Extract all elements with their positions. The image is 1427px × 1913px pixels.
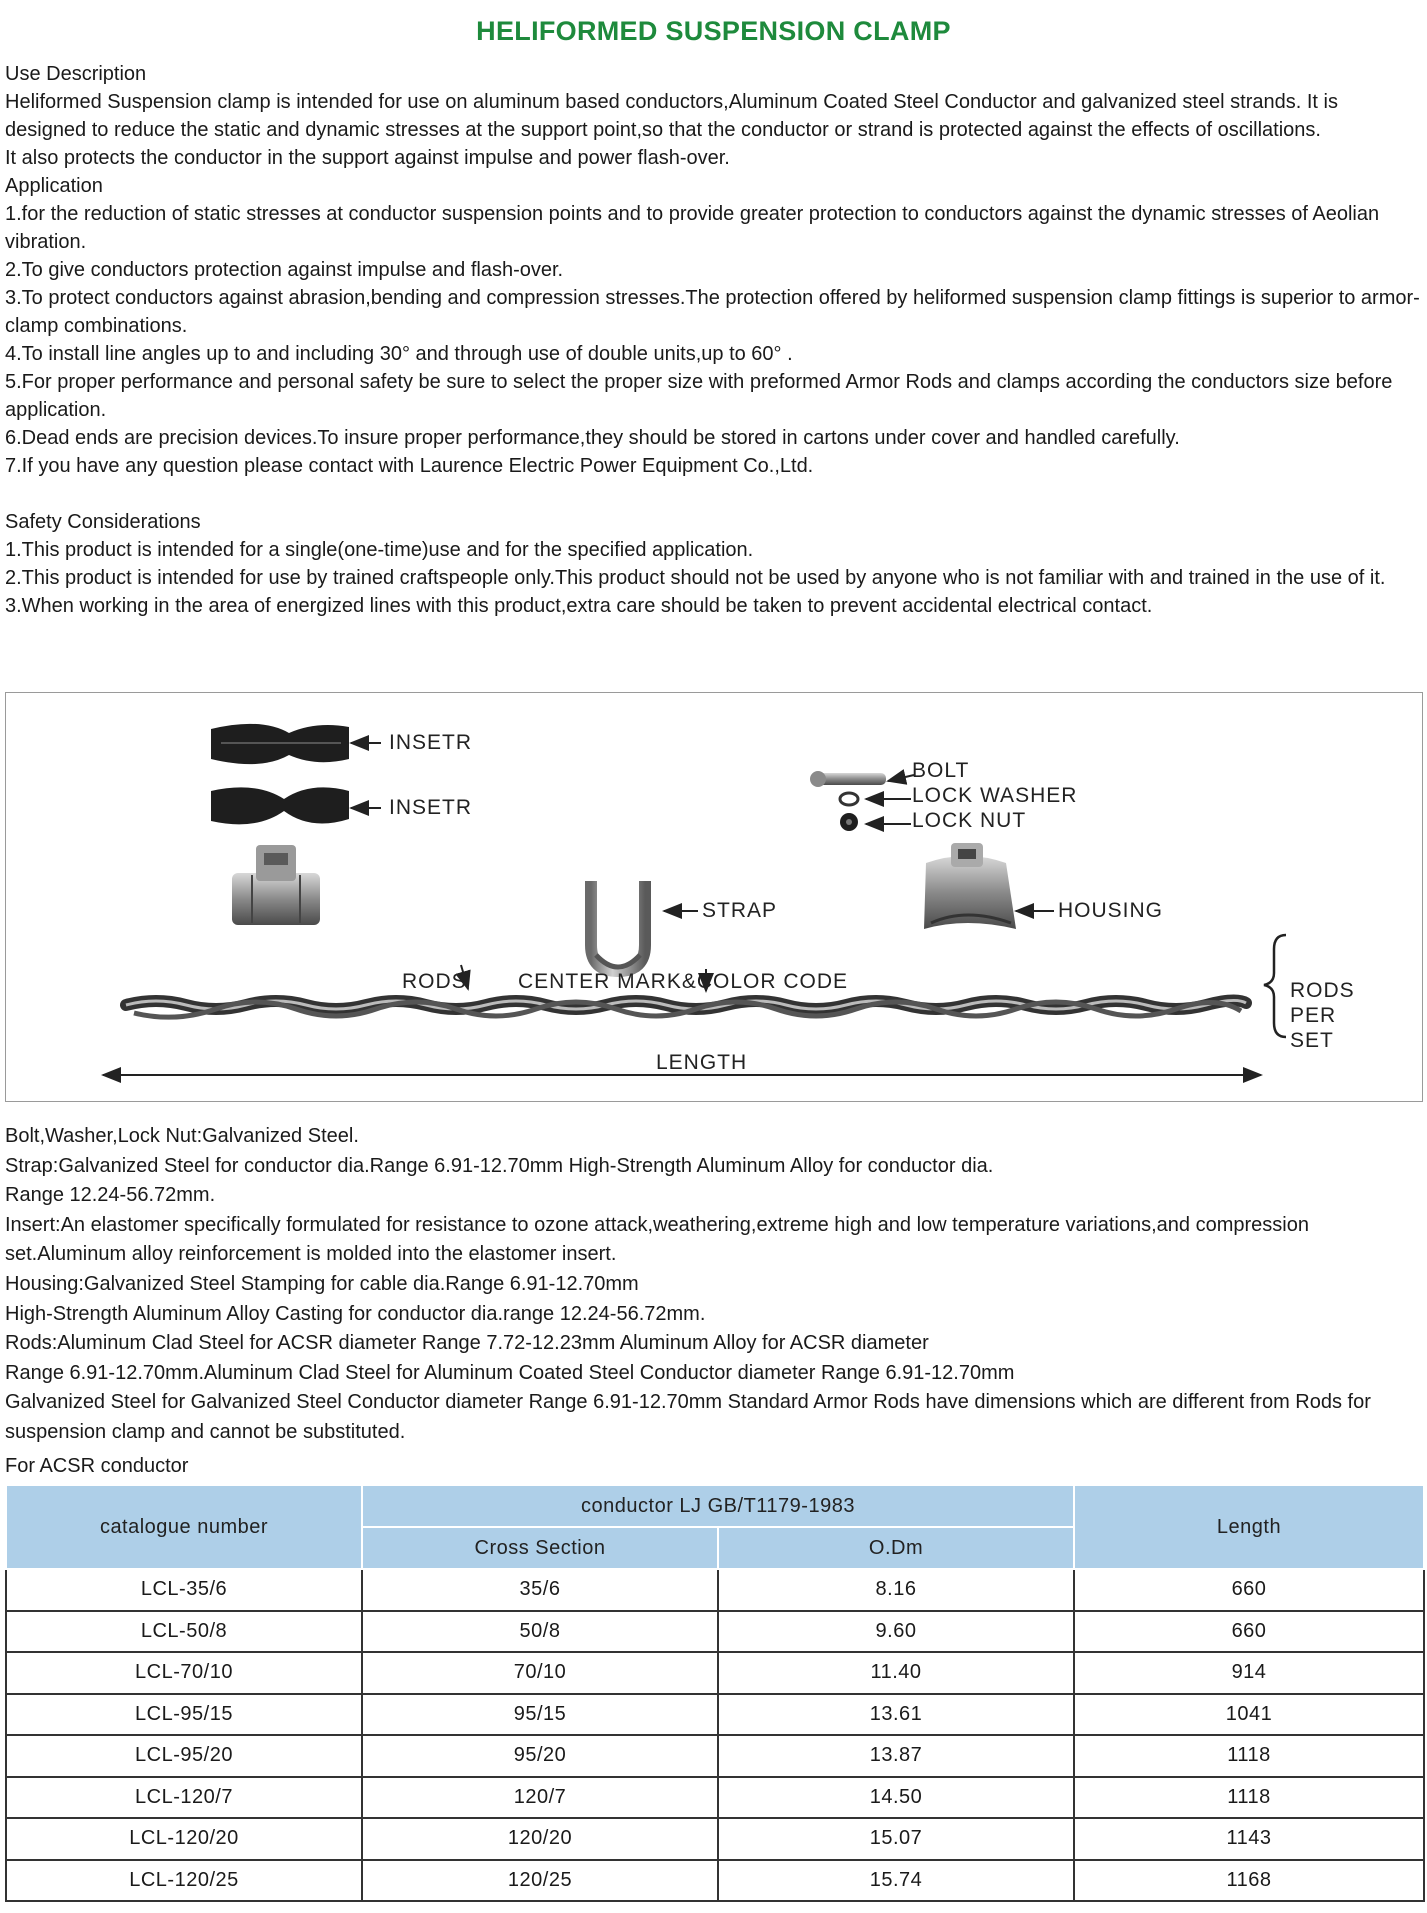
spec-line: High-Strength Aluminum Alloy Casting for conductor dia.range 12.24-56.72mm. [5, 1302, 706, 1325]
spec-line: Rods:Aluminum Clad Steel for ACSR diameter Range 7.72-12.23mm Aluminum Alloy for ACSR diameter [5, 1332, 929, 1355]
table-row [6, 1611, 1424, 1653]
cell-catalogue: LCL-50/8 [6, 1611, 362, 1653]
header-conductor: conductor LJ GB/T1179-1983 [362, 1485, 1074, 1527]
cell-length: 1118 [1074, 1735, 1424, 1777]
clamp-parts-diagram [5, 692, 1423, 1102]
application-heading: Application [5, 175, 103, 197]
application-item: 2.To give conductors protection against impulse and flash-over. [5, 259, 564, 281]
cell-catalogue: LCL-95/15 [6, 1694, 362, 1736]
bolt-label: BOLT [912, 759, 970, 782]
header-length: Length [1074, 1485, 1424, 1569]
intro-section [5, 60, 1423, 620]
cell-catalogue: LCL-70/10 [6, 1652, 362, 1694]
page-title: HELIFORMED SUSPENSION CLAMP [476, 16, 951, 46]
cell-cross-section: 95/15 [362, 1694, 718, 1736]
cell-cross-section: 120/25 [362, 1860, 718, 1902]
cell-odm: 11.40 [718, 1652, 1074, 1694]
rods-per-set-label: PER [1290, 1004, 1337, 1027]
insert-bottom-label: INSETR [389, 796, 473, 819]
acsr-conductor-table [5, 1484, 1425, 1902]
spec-line: Bolt,Washer,Lock Nut:Galvanized Steel. [5, 1125, 359, 1147]
header-odm: O.Dm [718, 1527, 1074, 1569]
use-description-text: It also protects the conductor in the support against impulse and power flash-over. [5, 147, 730, 169]
cell-length: 1168 [1074, 1860, 1424, 1902]
cell-catalogue: LCL-120/7 [6, 1777, 362, 1819]
strap-label: STRAP [702, 899, 778, 922]
housing-part [924, 843, 1016, 929]
spec-line: Strap:Galvanized Steel for conductor dia.Range 6.91-12.70mm High-Strength Aluminum Alloy for conductor dia. [5, 1154, 994, 1177]
cell-odm: 14.50 [718, 1777, 1074, 1819]
safety-item: 1.This product is intended for a single(one-time)use and for the specified application. [5, 539, 754, 561]
lock-nut-label: LOCK NUT [912, 809, 1027, 832]
use-description-text: Heliformed Suspension clamp is intended for use on aluminum based conductors,Aluminum Coated Steel Conductor and galvanized steel strands. It is designed to reduce the static and dynamic stresses at the support point,so that the conductor or strand is protected against the effects of oscillations. [5, 91, 1338, 141]
application-item: 5.For proper performance and personal safety be sure to select the proper size with preformed Armor Rods and clamps according the conductors size before application. [5, 371, 1393, 421]
header-catalogue-number: catalogue number [6, 1485, 362, 1569]
spec-line: Range 12.24-56.72mm. [5, 1184, 216, 1207]
use-description-heading: Use Description [5, 63, 147, 85]
housing-label: HOUSING [1058, 899, 1164, 922]
lock-washer-part [840, 793, 858, 805]
cell-cross-section: 70/10 [362, 1652, 718, 1694]
cell-length: 1143 [1074, 1818, 1424, 1860]
spec-line: Range 6.91-12.70mm.Aluminum Clad Steel for Aluminum Coated Steel Conductor diameter Range 6.91-12.70mm [5, 1361, 1015, 1384]
cell-odm: 13.61 [718, 1694, 1074, 1736]
center-mark-label: CENTER MARK&COLOR CODE [518, 970, 849, 993]
application-item: 1.for the reduction of static stresses at conductor suspension points and to provide greater protection to conductors against the dynamic stresses of Aeolian vibration. [5, 203, 1380, 253]
table-row [6, 1777, 1424, 1819]
table-row [6, 1818, 1424, 1860]
cell-catalogue: LCL-35/6 [6, 1569, 362, 1611]
cell-odm: 9.60 [718, 1611, 1074, 1653]
cell-cross-section: 120/7 [362, 1777, 718, 1819]
cell-odm: 15.74 [718, 1860, 1074, 1902]
rods-per-set-brace [1264, 935, 1286, 1037]
cell-cross-section: 120/20 [362, 1818, 718, 1860]
rods-per-set-label: RODS [1290, 979, 1355, 1002]
table-row [6, 1652, 1424, 1694]
table-caption: For ACSR conductor [5, 1455, 189, 1477]
lock-washer-label: LOCK WASHER [912, 784, 1078, 807]
rods-label: RODS [402, 970, 467, 993]
cell-cross-section: 35/6 [362, 1569, 718, 1611]
cell-length: 660 [1074, 1569, 1424, 1611]
bolt-arrow [888, 775, 914, 781]
insert-bottom-part [211, 787, 349, 824]
safety-item: 3.When working in the area of energized lines with this product,extra care should be taken to prevent accidental electrical contact. [5, 595, 1153, 617]
spec-line: Galvanized Steel for Galvanized Steel Conductor diameter Range 6.91-12.70mm Standard Armor Rods have dimensions which are different from Rods for suspension clamp and cannot be substituted. [5, 1391, 1371, 1443]
rods-per-set-label: SET [1290, 1029, 1334, 1052]
armor-rods-part [126, 1000, 1246, 1017]
header-cross-section: Cross Section [362, 1527, 718, 1569]
table-row [6, 1694, 1424, 1736]
cell-length: 1118 [1074, 1777, 1424, 1819]
application-item: 6.Dead ends are precision devices.To insure proper performance,they should be stored in cartons under cover and handled carefully. [5, 427, 1180, 449]
cell-odm: 8.16 [718, 1569, 1074, 1611]
length-label: LENGTH [656, 1051, 748, 1074]
spec-line: Insert:An elastomer specifically formulated for resistance to ozone attack,weathering,extreme high and low temperature variations,and compression set.Aluminum alloy reinforcement is molded into the elastomer insert. [5, 1213, 1309, 1266]
cell-cross-section: 95/20 [362, 1735, 718, 1777]
cell-length: 1041 [1074, 1694, 1424, 1736]
cell-catalogue: LCL-120/20 [6, 1818, 362, 1860]
insert-top-part [211, 724, 349, 764]
application-item: 4.To install line angles up to and including 30° and through use of double units,up to 60° . [5, 343, 793, 365]
table-row [6, 1569, 1424, 1611]
cell-odm: 15.07 [718, 1818, 1074, 1860]
table-row [6, 1860, 1424, 1902]
safety-item: 2.This product is intended for use by trained craftspeople only.This product should not be used by anyone who is not familiar with and trained in the use of it. [5, 567, 1386, 589]
cell-odm: 13.87 [718, 1735, 1074, 1777]
safety-heading: Safety Considerations [5, 511, 201, 533]
clamp-body-part [232, 845, 320, 925]
table-row [6, 1735, 1424, 1777]
lock-nut-part [840, 813, 858, 831]
cell-catalogue: LCL-95/20 [6, 1735, 362, 1777]
cell-cross-section: 50/8 [362, 1611, 718, 1653]
spec-line: Housing:Galvanized Steel Stamping for cable dia.Range 6.91-12.70mm [5, 1272, 639, 1295]
cell-length: 914 [1074, 1652, 1424, 1694]
cell-catalogue: LCL-120/25 [6, 1860, 362, 1902]
insert-top-label: INSETR [389, 731, 473, 754]
bolt-part [810, 771, 886, 787]
material-specs [5, 1122, 1423, 1448]
cell-length: 660 [1074, 1611, 1424, 1653]
strap-part [591, 881, 645, 971]
application-item: 7.If you have any question please contact with Laurence Electric Power Equipment Co.,Ltd. [5, 455, 814, 477]
parts-illustration [6, 693, 1422, 1101]
application-item: 3.To protect conductors against abrasion,bending and compression stresses.The protection offered by heliformed suspension clamp fittings is superior to armor-clamp combinations. [5, 287, 1420, 337]
